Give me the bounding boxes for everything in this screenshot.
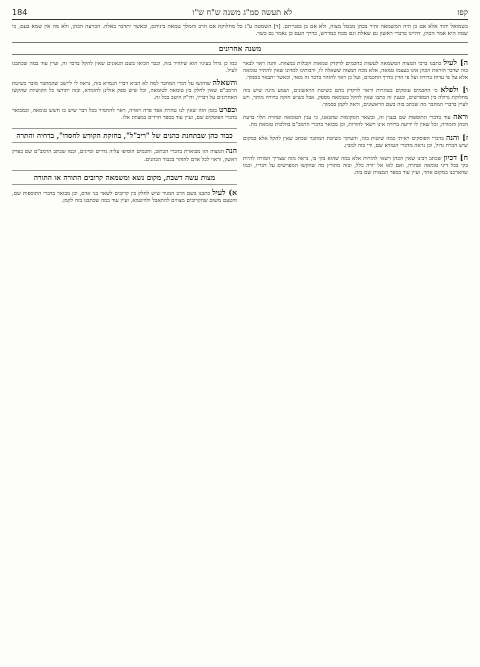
section-heading: כבוד כהן שבתחנת כהנים של "ריב"ל", בחזקת הקודש לחסדו", בדחיה והתרה	[12, 128, 237, 143]
header-right: קפז	[457, 8, 468, 17]
paragraph: ה] לעיל כתבנו ברבי המצוה המשמאה לעשות כחכמים לדקדק טמאות וקבלות במצוות. והנה ראוי לבאר בזה שדבר הוראת הכהן אינו בעצמו טמאה, אלא מכח המצוה ששאלה לו, ורבותינו למדונו שאין להתיר טומאה אלא על פי עדות ברורה ועל פי הדין כדרך החכמים, ועל כן ראוי להזהר בדבר זה מאד, וכאשר יתבאר בסמוך.	[243, 57, 468, 81]
section-heading: מצות עשה דשבת, מקום נשא ומשמאה קרובים התורה או התורה	[12, 170, 237, 185]
right-column	[243, 59, 468, 209]
page-number: 184	[12, 8, 28, 17]
top-note: בשמואל יהוד אלא אם כן היה המשמאה זהיר בכהן מבטל מצוה, ולא אם כן בפנייתם. [ד] השמטה ע"ג כל מחלוקת אם הרב והמלך טמאה ביניהם, ובאשר יתדבר באלה. הכרעה הכהן, ולא מה אין שמא בעם, כי שמה היא אמר הכהן, דהיינו בדברי ראשון גם שאלת וגם מכח כמדרש, כדרך העם כן נאמר גם כשר.	[12, 24, 468, 38]
paragraph: ו] ולפלא כי החכמים עוסקים בטהרות וראוי לדקדק בהם כשיטת הראשונים, ושמע מינה שיש בזה מחלוקת גדולה בין המפרשים, ובענין זה כתבו שאין להקל בטומאה מספק, אבל כשיש חזקה ברורה מותר, ויש לעיין בדברי המחבר מה שכתב בזה בשם הראשונים, וראה לקמן בסמוך.	[243, 85, 469, 109]
page-header	[12, 8, 468, 20]
header-center: לא תעשה סמ"ג משנה ש"ח ש"ו	[192, 8, 293, 17]
paragraph: א) לעיל כתבנו בשם הרב המגיד שיש לחלק בין קרובים לשאר בני אדם, וכן מבואר בדברי התוספות שם, והטעם משום שהקרובים מצווים להתאבל ולהיטמא, ועיין עוד במה שכתבנו בזה לקמן.	[12, 187, 237, 204]
paragraph: וראה עוד בדברי התוספות שם בענין זה, ובשאר המקומות שהבאנו, כי ענין הטומאה וטהרה תלוי בדעת הכהן והמורה, וכל שאין לו ידיעה ברורה אינו רשאי להורות, וכן מבואר בדברי הרמב"ם בהלכות טומאת מת.	[243, 112, 468, 129]
paragraph: הנה המצוה הזו מבוארת בדברי הכתוב, וחכמים הוסיפו עליה גדרים וסייגים, וכמו שכתב הרמב"ם שם בפרק ראשון, וראוי לכל אדם להזהר בכבוד הכהנים.	[12, 146, 237, 163]
two-column-body	[12, 59, 468, 209]
section-title: משנה אחרונים	[12, 42, 468, 55]
paragraph: כמו כן גדול בעיניו הוא שיזהיר בזה, וכבר הביאו בשם הגאונים שאין להקל בדבר זה, ועיין עוד במה שכתבנו לעיל.	[12, 60, 237, 74]
left-column	[12, 59, 237, 209]
paragraph: ז] והנה בדברי הפוסקים ראיתי כמה שיטות בזה, והעיקר כשיטת המחבר שכתב שאין להקל אלא במקום שיש הכרח גדול, וכן נראה מדברי הגמרא שם, ודי בזה למבין.	[243, 132, 468, 149]
paragraph: ובפרט בזמן הזה שאין לנו טהרת אפר פרה ראויה, ראוי להחמיר בכל דבר שיש בו חשש טומאה, וכמבואר בדברי הפוסקים שם, ועיין עוד בספר חרדים במצוות אלו.	[12, 105, 238, 122]
paragraph: ח] דכיון שכתב רבינו שאין הכהן רשאי להורות אלא במה שהוא בקי בו, נראה מזה שצריך המורה להיות בקי בכל דיני טומאה וטהרה, ואם לאו אל יורה כלל, ובזה מתורץ מה שהקשו המפרשים על דבריו, וכמו שהארכנו במקום אחר, ועיין עוד בספר המצוות שם בזה.	[243, 152, 468, 176]
paragraph: והשאלה שהקשו על דברי המחבר למה לא הביא דברי הגמרא בזה, נראה לי ליישב שהמחבר סובר כשיטת הרמב"ם שאין לחלק בין טומאה לטומאה, וכל שיש ספק אזלינן לחומרא, ובזה יתורצו כל הקושיות שהקשו האחרונים על דבריו, ודו"ק היטב בכל זה.	[12, 78, 238, 102]
